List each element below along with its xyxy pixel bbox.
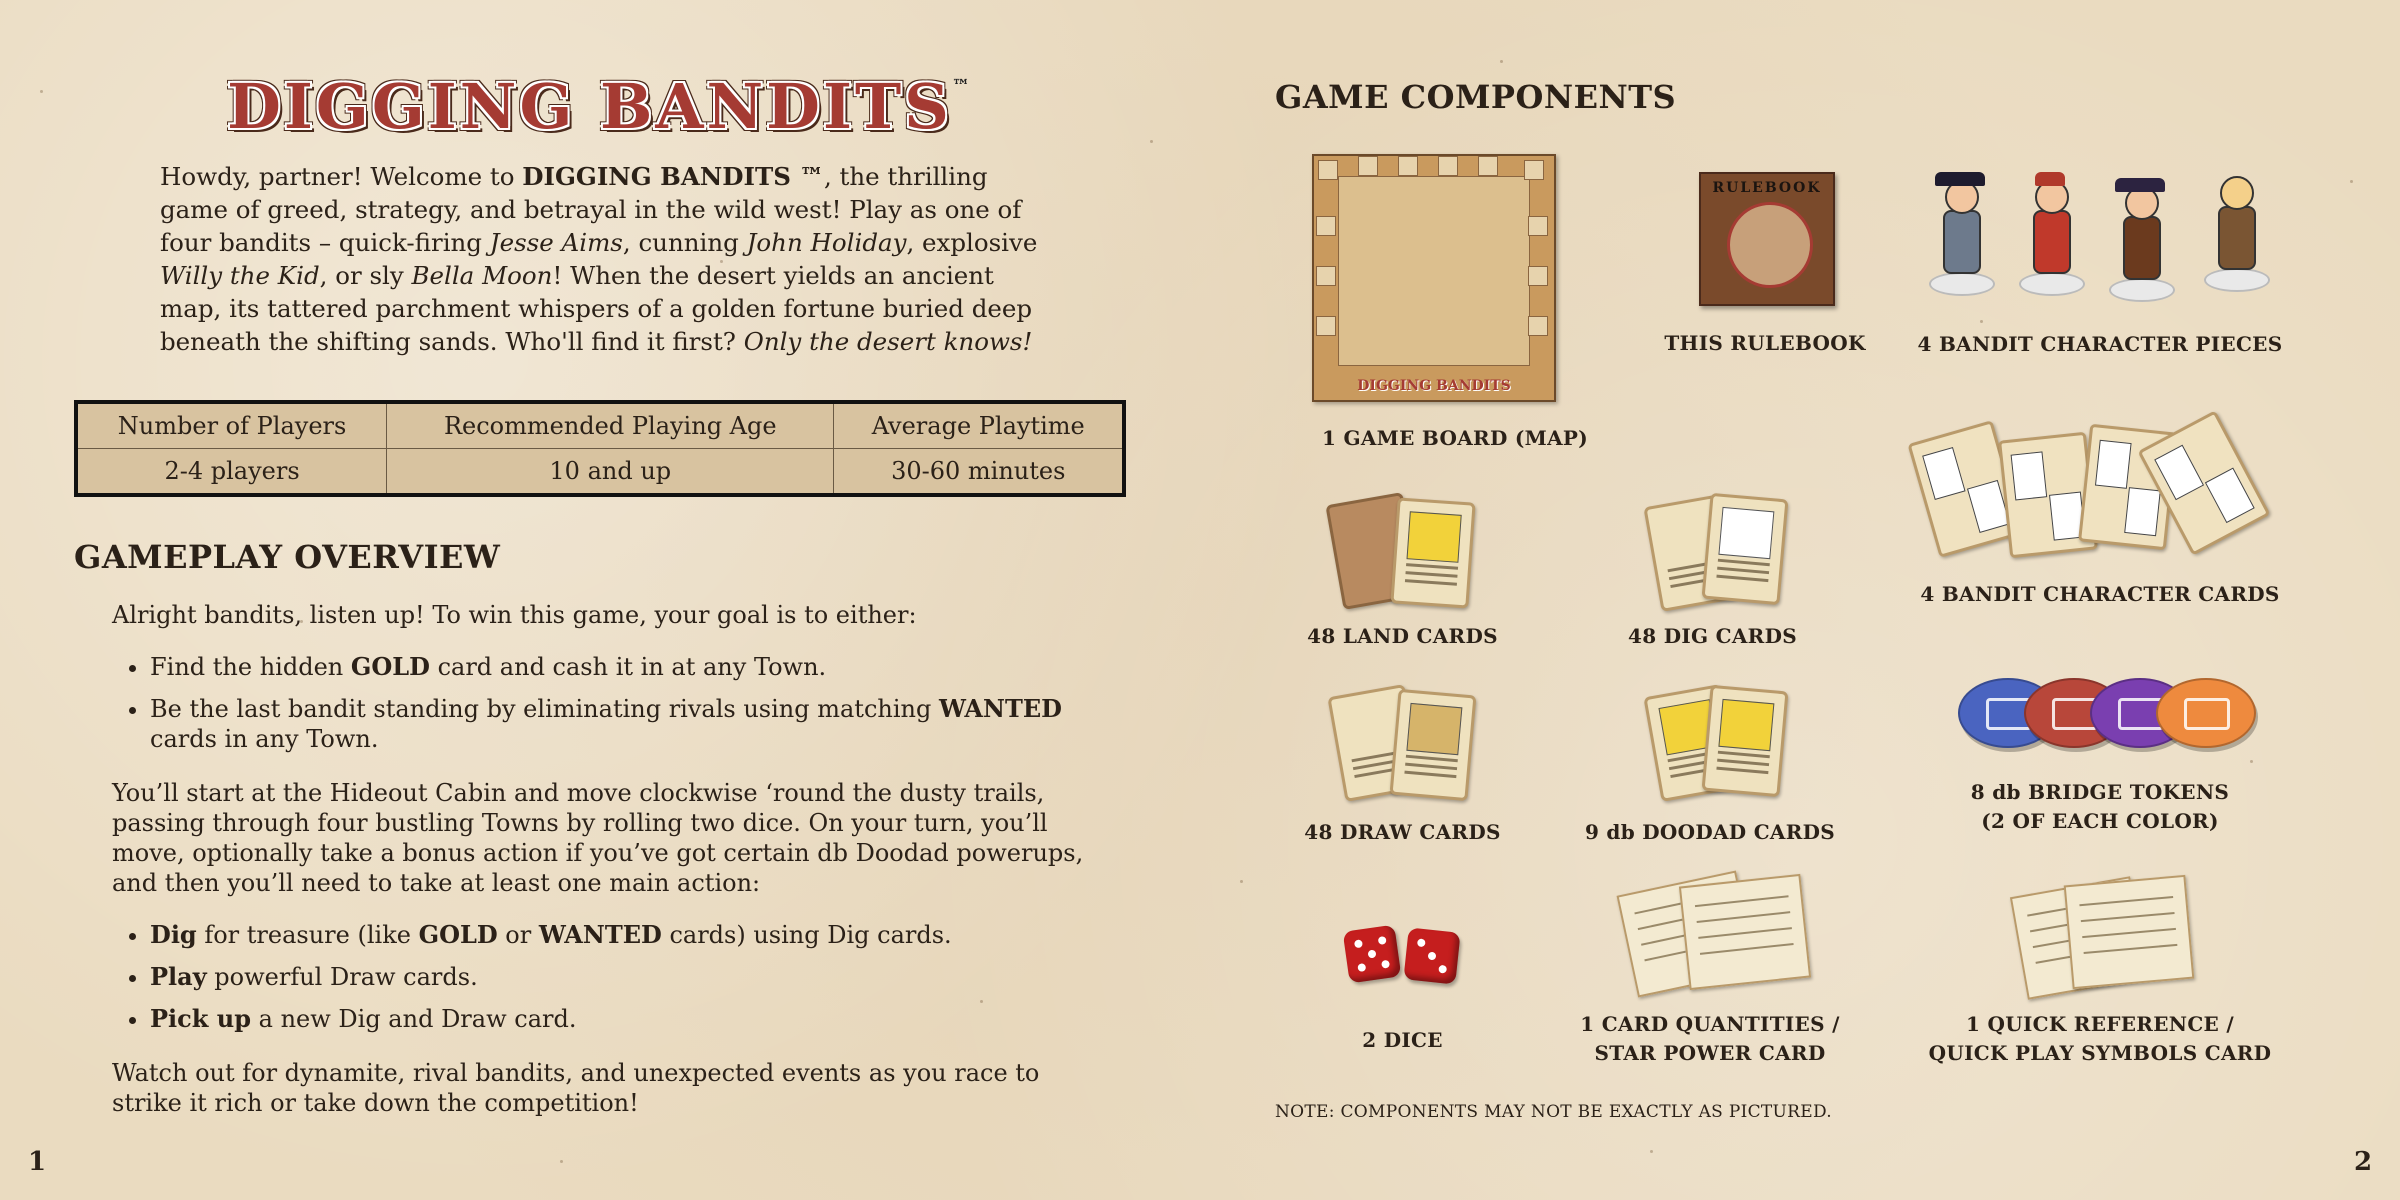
label-doodad-cards: 9 db DOODAD CARDS xyxy=(1584,820,1836,844)
page-number-left: 1 xyxy=(28,1147,47,1177)
list-item: • Be the last bandit standing by eliminating rivals using matching WANTED cards in any Town. xyxy=(150,694,1112,754)
label-card-quantities: 1 CARD QUANTITIES / STAR POWER CARD xyxy=(1580,1012,1840,1065)
header-players: Number of Players xyxy=(76,402,387,449)
label-game-board: 1 GAME BOARD (MAP) xyxy=(1322,426,1588,450)
closing-paragraph: Watch out for dynamite, rival bandits, and unexpected events as you race to strike it rich or take down the competition! xyxy=(112,1059,1040,1117)
action-list xyxy=(112,920,1112,1034)
goal-intro: Alright bandits, listen up! To win this game, your goal is to either: xyxy=(112,601,917,629)
value-age: 10 and up xyxy=(387,449,834,496)
label-bridge-tokens: 8 db BRIDGE TOKENS (2 OF EACH COLOR) xyxy=(1970,780,2230,833)
list-item: • Play powerful Draw cards. xyxy=(150,962,1112,992)
label-dice: 2 DICE xyxy=(1362,1028,1443,1052)
label-dig-cards: 48 DIG CARDS xyxy=(1628,624,1797,648)
list-item: • Pick up a new Dig and Draw card. xyxy=(150,1004,1112,1034)
board-logo: DIGGING BANDITS xyxy=(1357,378,1511,394)
label-character-cards: 4 BANDIT CHARACTER CARDS xyxy=(1920,582,2280,606)
page-number-right: 2 xyxy=(2354,1147,2373,1177)
game-board-image xyxy=(1312,154,1556,402)
rulebook-image: RULEBOOK xyxy=(1699,172,1835,306)
game-components-heading: GAME COMPONENTS xyxy=(1275,78,1677,116)
list-item: • Dig for treasure (like GOLD or WANTED cards) using Dig cards. xyxy=(150,920,1112,950)
intro-paragraph: Howdy, partner! Welcome to DIGGING BANDITS ™, the thrilling game of greed, strategy, and betrayal in the wild west! Play as one of four bandits – quick-firing Jesse Aims, cunning John Holiday, explosive Willy the Kid, or sly Bella Moon! When the desert yields an ancient map, its tattered parchment whispers of a golden fortune buried deep beneath the shifting sands. Who'll find it first? Only the desert knows! xyxy=(160,162,1038,356)
list-item: • Find the hidden GOLD card and cash it in at any Town. xyxy=(150,652,1112,682)
turn-description: You’ll start at the Hideout Cabin and move clockwise ‘round the dusty trails, passing through four bustling Towns by rolling two dice. On your turn, you’ll move, optionally take a bonus action if you’ve got certain db Doodad powerups, and then you’ll need to take at least one main action: xyxy=(112,779,1084,897)
table-header-row xyxy=(76,402,1124,449)
label-rulebook: THIS RULEBOOK xyxy=(1664,331,1866,355)
game-logo: DIGGING BANDITS™ xyxy=(227,70,973,143)
goal-list xyxy=(112,652,1112,754)
game-info-table xyxy=(74,400,1126,497)
header-age: Recommended Playing Age xyxy=(387,402,834,449)
value-playtime: 30-60 minutes xyxy=(834,449,1124,496)
label-draw-cards: 48 DRAW CARDS xyxy=(1304,820,1501,844)
gameplay-overview-body xyxy=(112,600,1112,1140)
label-bandit-pieces: 4 BANDIT CHARACTER PIECES xyxy=(1917,332,2283,356)
gameplay-overview-heading: GAMEPLAY OVERVIEW xyxy=(74,538,501,576)
components-note: NOTE: COMPONENTS MAY NOT BE EXACTLY AS PICTURED. xyxy=(1275,1102,1832,1122)
value-players: 2-4 players xyxy=(76,449,387,496)
label-land-cards: 48 LAND CARDS xyxy=(1307,624,1498,648)
label-quick-reference: 1 QUICK REFERENCE / QUICK PLAY SYMBOLS CARD xyxy=(1928,1012,2272,1065)
table-row xyxy=(76,449,1124,496)
header-playtime: Average Playtime xyxy=(834,402,1124,449)
